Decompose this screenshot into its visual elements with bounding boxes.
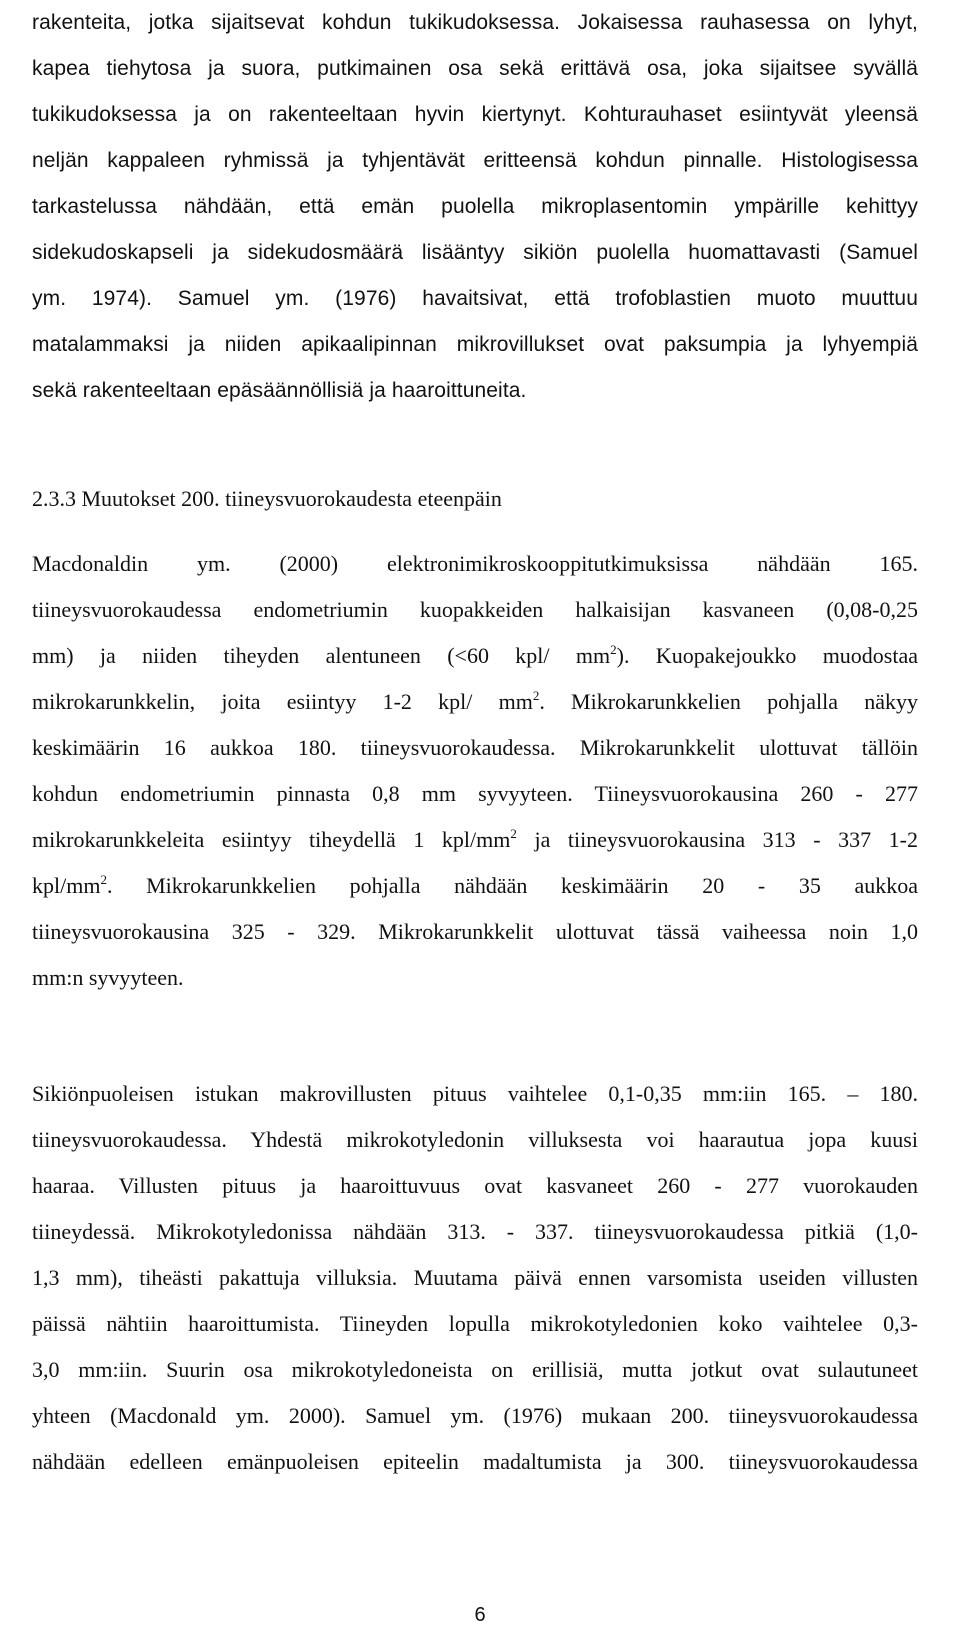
superscript: 2 — [100, 872, 107, 887]
paragraph-placenta-structure — [32, 0, 918, 414]
superscript: 2 — [532, 688, 540, 703]
text-line: 3,0 mm:iin. Suurin osa mikrokotyledoneista on erillisiä, mutta jotkut ovat sulautuneet — [32, 1357, 918, 1382]
text-line: kohdun endometriumin pinnasta 0,8 mm syvyyteen. Tiineysvuorokausina 260 - 277 — [32, 781, 918, 806]
text-line: sidekudoskapseli ja sidekudosmäärä lisääntyy sikiön puolella huomattavasti (Samuel — [32, 241, 918, 264]
text-line: tiineysvuorokaudessa endometriumin kuopakkeiden halkaisijan kasvaneen (0,08-0,25 — [32, 597, 918, 622]
superscript: 2 — [510, 826, 517, 841]
text-line — [32, 817, 918, 863]
text-segment: kpl/mm — [32, 873, 101, 898]
section-heading: 2.3.3 Muutokset 200. tiineysvuorokaudesta eteenpäin — [32, 486, 502, 511]
text-line — [32, 633, 918, 679]
text-line — [32, 679, 918, 725]
text-line: tarkastelussa nähdään, että emän puolella mikroplasentomin ympärille kehittyy — [32, 195, 918, 218]
text-line: yhteen (Macdonald ym. 2000). Samuel ym. (1976) mukaan 200. tiineysvuorokaudessa — [32, 1403, 918, 1428]
text-line: päissä nähtiin haaroittumista. Tiineyden lopulla mikrokotyledonien koko vaihtelee 0,3- — [32, 1311, 918, 1336]
text-line: Sikiönpuoleisen istukan makrovillusten pituus vaihtelee 0,1-0,35 mm:iin 165. – 180. — [32, 1081, 918, 1106]
text-segment: ). Kuopakejoukko muodostaa — [616, 643, 918, 668]
paragraph-villi-changes — [32, 1071, 918, 1485]
text-line: neljän kappaleen ryhmissä ja tyhjentävät eritteensä kohdun pinnalle. Histologisessa — [32, 149, 918, 172]
paragraph-endometrium-changes — [32, 541, 918, 1001]
text-segment: . Mikrokarunkkelien pohjalla nähdään keskimäärin 20 - 35 aukkoa — [106, 873, 918, 898]
text-line: sekä rakenteeltaan epäsäännöllisiä ja haaroittuneita. — [32, 379, 527, 402]
text-line: rakenteita, jotka sijaitsevat kohdun tukikudoksessa. Jokaisessa rauhasessa on lyhyt, — [32, 11, 918, 34]
text-segment: ja tiineysvuorokausina 313 - 337 1-2 — [516, 827, 918, 852]
text-line: matalammaksi ja niiden apikaalipinnan mikrovillukset ovat paksumpia ja lyhyempiä — [32, 333, 918, 356]
text-segment: mikrokarunkkeleita esiintyy tiheydellä 1 kpl/mm — [32, 827, 511, 852]
page-number: 6 — [474, 1604, 486, 1626]
text-line: tiineysvuorokaudessa. Yhdestä mikrokotyledonin villuksesta voi haarautua jopa kuusi — [32, 1127, 918, 1152]
text-segment: . Mikrokarunkkelien pohjalla näkyy — [539, 689, 918, 714]
text-line: nähdään edelleen emänpuoleisen epiteelin madaltumista ja 300. tiineysvuorokaudessa — [32, 1449, 918, 1474]
text-line: haaraa. Villusten pituus ja haaroittuvuus ovat kasvaneet 260 - 277 vuorokauden — [32, 1173, 918, 1198]
text-segment: mikrokarunkkelin, joita esiintyy 1-2 kpl/ mm — [32, 689, 533, 714]
text-line: keskimäärin 16 aukkoa 180. tiineysvuorokaudessa. Mikrokarunkkelit ulottuvat tällöin — [32, 735, 918, 760]
text-segment: mm) ja niiden tiheyden alentuneen (<60 kpl/ mm — [32, 643, 611, 668]
text-line: 1,3 mm), tiheästi pakattuja villuksia. Muutama päivä ennen varsomista useiden villusten — [32, 1265, 918, 1290]
text-line: Macdonaldin ym. (2000) elektronimikroskooppitutkimuksissa nähdään 165. — [32, 551, 918, 576]
text-line: tukikudoksessa ja on rakenteeltaan hyvin kiertynyt. Kohturauhaset esiintyvät yleensä — [32, 103, 918, 126]
text-line: ym. 1974). Samuel ym. (1976) havaitsivat, että trofoblastien muoto muuttuu — [32, 287, 918, 310]
text-line: tiineysvuorokausina 325 - 329. Mikrokarunkkelit ulottuvat tässä vaiheessa noin 1,0 — [32, 919, 918, 944]
text-line: kapea tiehytosa ja suora, putkimainen osa sekä erittävä osa, joka sijaitsee syvällä — [32, 57, 918, 80]
text-line — [32, 863, 918, 909]
text-line: tiineydessä. Mikrokotyledonissa nähdään 313. - 337. tiineysvuorokaudessa pitkiä (1,0- — [32, 1219, 918, 1244]
text-line: mm:n syvyyteen. — [32, 965, 184, 990]
superscript: 2 — [610, 642, 617, 657]
